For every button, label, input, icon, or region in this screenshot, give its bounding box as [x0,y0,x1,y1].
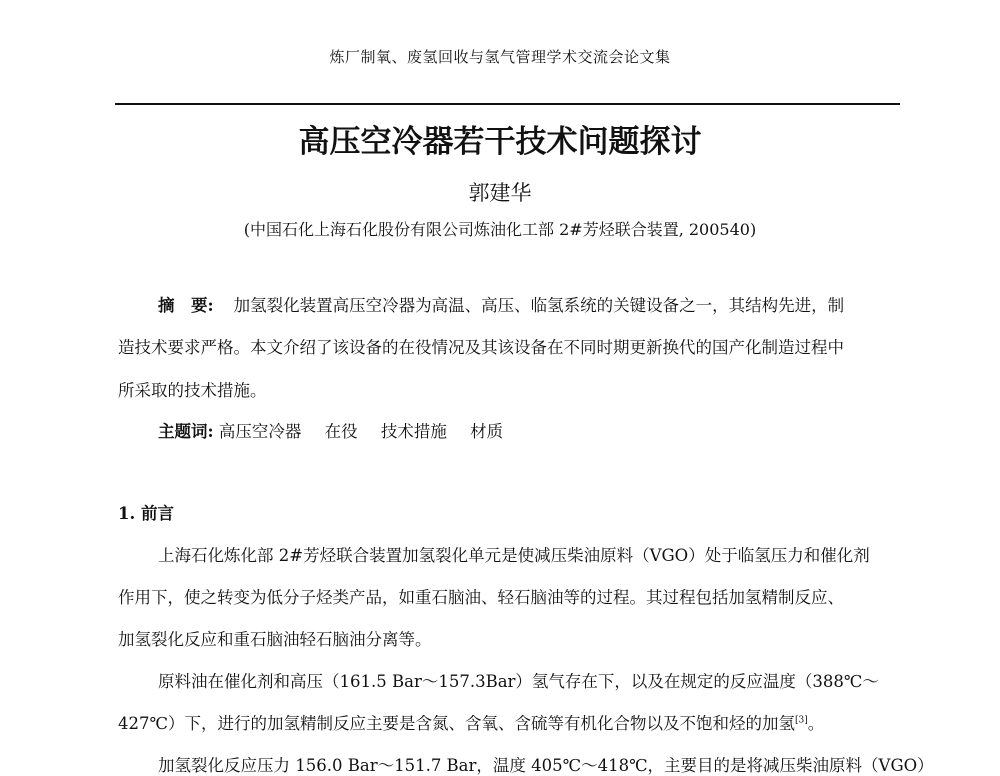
abstract-line-1: 加氢裂化装置高压空冷器为高温、高压、临氢系统的关键设备之一，其结构先进，制 [233,296,845,315]
keyword-item: 在役 [324,422,358,441]
paper-title: 高压空冷器若干技术问题探讨 [298,124,702,160]
abstract-line-3: 所采取的技术措施。 [118,381,267,400]
paragraph-line: 加氢裂化反应和重石脑油轻石脑油分离等。 [118,630,432,649]
citation-ref: [3] [794,715,808,726]
keyword-item: 材质 [470,422,504,441]
abstract-label: 摘 要: [158,296,214,315]
keyword-item: 技术措施 [380,422,447,441]
paragraph-line: 上海石化炼化部 2#芳烃联合装置加氢裂化单元是使减压柴油原料（VGO）处于临氢压力和催化剂 [158,546,870,565]
header-rule [115,103,900,105]
paragraph-line: 原料油在催化剂和高压（161.5 Bar～157.3Bar）氢气存在下，以及在规定的反应温度（388℃～ [158,672,879,691]
paragraph-line: 作用下，使之转变为低分子烃类产品，如重石脑油、轻石脑油等的过程。其过程包括加氢精制反应、 [118,588,844,607]
author-name: 郭建华 [468,181,532,205]
paper-page: 炼厂制氧、废氢回收与氢气管理学术交流会论文集 高压空冷器若干技术问题探讨 郭建华 (中国石化上海石化股份有限公司炼油化工部 2#芳烃联合装置, 200540) 摘 要: 加氢裂化装置高压空冷器为高温、高压、临氢系统的关键设备之一，其结构先进，制 造技术要求严格。本文介绍了该设备的在役情况及其该设备在不同时期更新换代的国产化制造过程中 所采取的技术措施。 主题词: 高压空冷器 在役 技术措施 材质 1. 前言 上海石化炼化部 2#芳烃联合装置加氢裂化单元是使减压柴油原料（VGO）处于临氢压力和催化剂 作用下，使之转变为低分子烃类产品，如重石脑油、轻石脑油等的过程。其过程包括加氢精制反应、 加氢裂化反应和重石脑油轻石脑油分离等。 原料油在催化剂和高压（161.5 Bar～157.3Bar）氢气存在下，以及在规定的反应温度（388℃～ 427℃）下，进行的加氢精制反应主要是含氮、含氧、含硫等有机化合物以及不饱和烃的加氢[3]。 加氢裂化反应压力 156.0 Bar～151.7 Bar，温度 405℃～418℃，主要目的是将减压柴油原料（VGO） [0,0,1000,760]
abstract-line-2: 造技术要求严格。本文介绍了该设备的在役情况及其该设备在不同时期更新换代的国产化制造过程中 [118,338,844,357]
keywords-label: 主题词: [158,422,214,441]
paragraph-line: 427℃）下，进行的加氢精制反应主要是含氮、含氧、含硫等有机化合物以及不饱和烃的加氢 [118,714,795,733]
keyword-item: 高压空冷器 [218,422,302,441]
running-header: 炼厂制氧、废氢回收与氢气管理学术交流会论文集 [329,48,671,66]
section-heading: 1. 前言 [118,504,174,523]
paragraph-line: 加氢裂化反应压力 156.0 Bar～151.7 Bar，温度 405℃～418℃，主要目的是将减压柴油原料（VGO） [158,756,934,775]
author-affiliation: (中国石化上海石化股份有限公司炼油化工部 2#芳烃联合装置, 200540) [243,220,757,239]
